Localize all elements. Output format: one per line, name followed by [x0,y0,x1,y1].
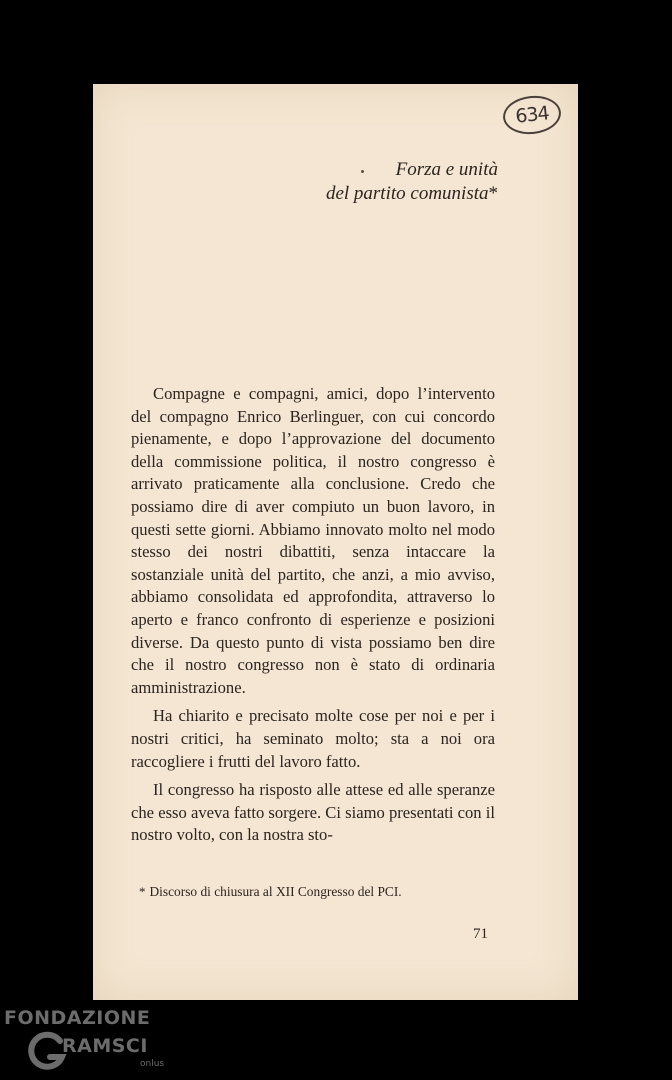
title-line-1: Forza e unità [395,159,498,180]
title-line-2-text: del partito comunista [325,183,489,204]
logo-line-2: RAMSCI [62,1035,148,1057]
archive-number-stamp: 634 [501,93,563,137]
paragraph-3: Il congresso ha risposto alle attese ed alle speranze che esso aveva fatto sorgere. Ci siamo presentati con il nostro volto, con la nostra sto- [131,780,495,845]
title-footnote-marker: * [488,183,498,204]
logo-subtitle: onlus [140,1059,165,1069]
title-line-2 [326,182,498,206]
body-text [131,383,495,847]
footnote [139,884,402,900]
paragraph-1: Compagne e compagni, amici, dopo l’intervento del compagno Enrico Berlinguer, con cui concordo pienamente, e dopo l’approvazione del documento della commissione politica, il nostro congresso è arrivato praticamente alla conclusione. Credo che possiamo dire di aver compiuto un buon lavoro, in questi sette giorni. Abbiamo innovato molto nel modo stesso dei nostri dibattiti, senza intaccare la sostanziale unità del partito, che anzi, a mio avviso, abbiamo consolidata ed approfondita, attraverso lo aperto e franco confronto di esperienze e posizioni diverse. Da questo punto di vista possiamo ben dire che il nostro congresso non è stato di ordinaria amministrazione. [131,384,495,697]
footnote-marker: * [139,884,146,899]
chapter-title [326,158,498,206]
fondazione-gramsci-logo [4,1007,174,1077]
footnote-text: Discorso di chiusura al XII Congresso del PCI. [149,884,402,899]
paragraph-2: Ha chiarito e precisato molte cose per noi e per i nostri critici, ha seminato molto; sta a noi ora raccogliere i frutti del lavoro fatto. [131,706,495,771]
logo-line-1: FONDAZIONE [4,1007,151,1029]
page-number: 71 [473,926,488,942]
scanned-page [93,84,578,1000]
